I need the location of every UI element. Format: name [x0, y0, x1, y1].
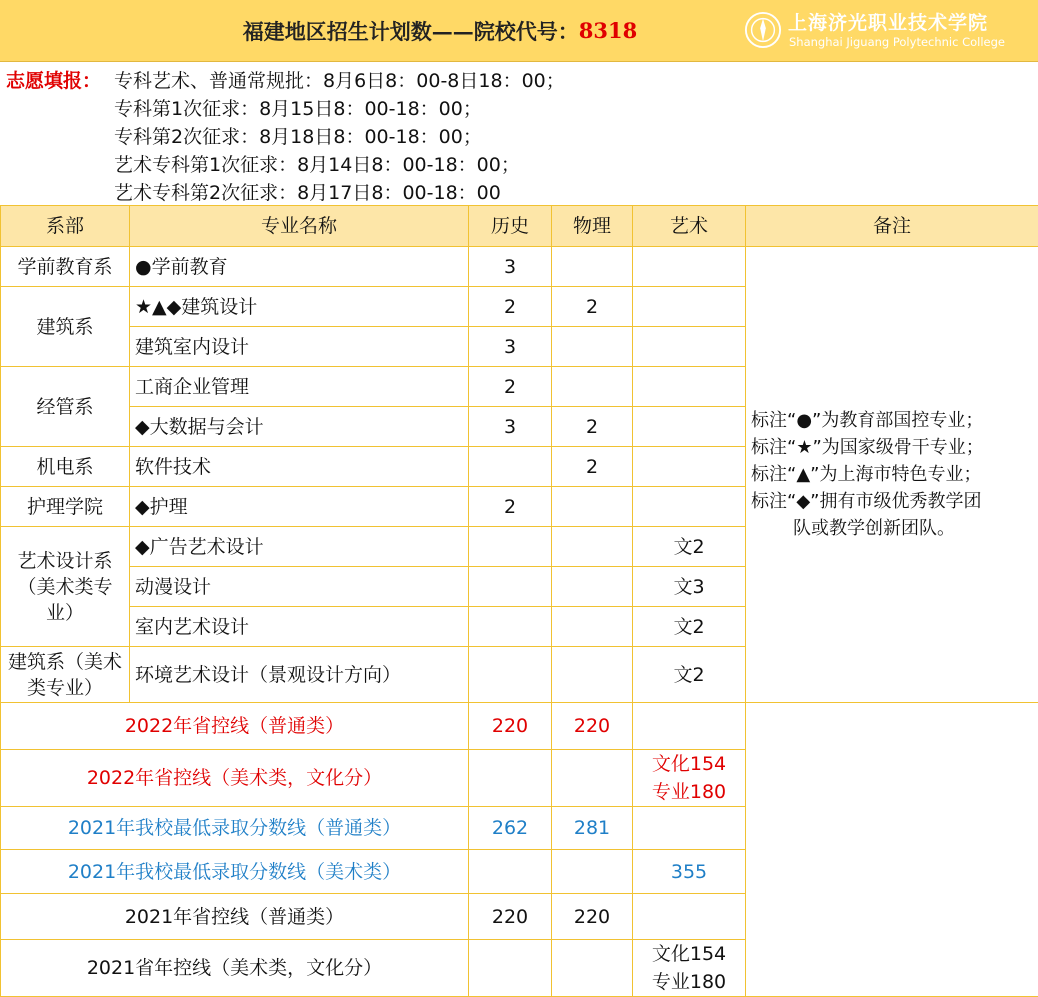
notice-line: 艺术专科第2次征求：8月17日8：00-18：00 [114, 178, 501, 205]
remark-line: 标注“▲”为上海市特色专业； [751, 461, 1038, 488]
summary-physics [552, 850, 633, 894]
summary-art [633, 850, 746, 894]
summary-history [469, 850, 552, 894]
summary-art-culture: 文化154 [633, 750, 745, 778]
history-cell: 3 [469, 327, 552, 367]
remarks-cell [746, 247, 1038, 703]
school-name-en: Shanghai Jiguang Polytechnic College [789, 35, 1005, 49]
major-cell: ◆大数据与会计 [130, 407, 469, 447]
major-cell: 工商企业管理 [130, 367, 469, 407]
enrollment-table [0, 205, 1038, 997]
notice-line: 专科艺术、普通常规批：8月6日8：00-8日18：00； [114, 66, 565, 93]
major-cell: 建筑室内设计 [130, 327, 469, 367]
major-cell: ◆护理 [130, 487, 469, 527]
art-cell [633, 247, 746, 287]
history-cell [469, 527, 552, 567]
art-cell: 文3 [633, 567, 746, 607]
header-banner [0, 0, 1038, 62]
remark-line: 队或教学创新团队。 [751, 515, 1038, 542]
summary-art [633, 940, 746, 997]
school-code: 8318 [579, 18, 637, 43]
physics-cell: 2 [552, 407, 633, 447]
art-cell: 文2 [633, 607, 746, 647]
summary-art-culture: 355 [633, 858, 745, 886]
school-name-cn: 上海济光职业技术学院 [788, 8, 988, 35]
physics-cell [552, 607, 633, 647]
history-cell: 2 [469, 367, 552, 407]
remark-line: 标注“●”为教育部国控专业； [751, 407, 1038, 434]
history-cell: 3 [469, 247, 552, 287]
history-cell [469, 567, 552, 607]
col-header-physics: 物理 [552, 206, 633, 247]
physics-cell [552, 367, 633, 407]
dept-cell: 建筑系 [1, 287, 130, 367]
art-cell [633, 447, 746, 487]
summary-label: 2022年省控线（普通类） [1, 703, 469, 750]
application-notice [0, 62, 1038, 204]
major-cell: ●学前教育 [130, 247, 469, 287]
col-header-remarks: 备注 [746, 206, 1038, 247]
summary-label: 2021年我校最低录取分数线（美术类） [1, 850, 469, 894]
title-text: 福建地区招生计划数——院校代号： [243, 16, 579, 46]
notice-line: 艺术专科第1次征求：8月14日8：00-18：00； [114, 150, 520, 177]
art-cell [633, 487, 746, 527]
notice-line: 专科第2次征求：8月18日8：00-18：00； [114, 122, 482, 149]
summary-art [633, 807, 746, 850]
summary-label: 2022年省控线（美术类，文化分） [1, 750, 469, 807]
dept-cell: 建筑系（美术类专业） [1, 647, 130, 703]
dept-cell: 护理学院 [1, 487, 130, 527]
col-header-dept: 系部 [1, 206, 130, 247]
physics-cell: 2 [552, 447, 633, 487]
history-cell: 3 [469, 407, 552, 447]
summary-physics [552, 940, 633, 997]
major-cell: 环境艺术设计（景观设计方向） [130, 647, 469, 703]
art-cell [633, 327, 746, 367]
summary-history [469, 750, 552, 807]
history-cell [469, 447, 552, 487]
remarks-continued [746, 703, 1038, 997]
major-cell: 软件技术 [130, 447, 469, 487]
summary-label: 2021年省控线（普通类） [1, 894, 469, 940]
art-cell: 文2 [633, 647, 746, 703]
summary-physics: 281 [552, 807, 633, 850]
dept-cell: 艺术设计系（美术类专业） [1, 527, 130, 647]
table-row [1, 247, 1038, 287]
history-cell [469, 607, 552, 647]
physics-cell [552, 567, 633, 607]
summary-art [633, 750, 746, 807]
physics-cell [552, 247, 633, 287]
remark-line: 标注“★”为国家级骨干专业； [751, 434, 1038, 461]
dept-cell: 经管系 [1, 367, 130, 447]
col-header-art: 艺术 [633, 206, 746, 247]
summary-label: 2021省年控线（美术类，文化分） [1, 940, 469, 997]
history-cell: 2 [469, 487, 552, 527]
summary-history: 220 [469, 703, 552, 750]
major-cell: ★▲◆建筑设计 [130, 287, 469, 327]
notice-line: 专科第1次征求：8月15日8：00-18：00； [114, 94, 482, 121]
school-logo [744, 8, 1034, 54]
physics-cell [552, 527, 633, 567]
summary-physics: 220 [552, 894, 633, 940]
summary-history: 220 [469, 894, 552, 940]
summary-art-culture: 文化154 [633, 940, 745, 968]
art-cell: 文2 [633, 527, 746, 567]
summary-art [633, 894, 746, 940]
summary-row [1, 703, 1038, 750]
table-header-row [1, 206, 1038, 247]
school-emblem-icon [744, 11, 782, 49]
summary-art-major: 专业180 [633, 968, 745, 996]
physics-cell: 2 [552, 287, 633, 327]
dept-cell: 学前教育系 [1, 247, 130, 287]
summary-art-major: 专业180 [633, 778, 745, 806]
dept-cell: 机电系 [1, 447, 130, 487]
physics-cell [552, 487, 633, 527]
notice-label: 志愿填报： [6, 66, 101, 93]
major-cell: 动漫设计 [130, 567, 469, 607]
history-cell: 2 [469, 287, 552, 327]
physics-cell [552, 647, 633, 703]
physics-cell [552, 327, 633, 367]
summary-history: 262 [469, 807, 552, 850]
summary-history [469, 940, 552, 997]
major-cell: ◆广告艺术设计 [130, 527, 469, 567]
remark-line: 标注“◆”拥有市级优秀教学团 [751, 488, 1038, 515]
col-header-major: 专业名称 [130, 206, 469, 247]
art-cell [633, 287, 746, 327]
art-cell [633, 367, 746, 407]
summary-physics: 220 [552, 703, 633, 750]
col-header-history: 历史 [469, 206, 552, 247]
summary-physics [552, 750, 633, 807]
art-cell [633, 407, 746, 447]
summary-label: 2021年我校最低录取分数线（普通类） [1, 807, 469, 850]
history-cell [469, 647, 552, 703]
summary-art [633, 703, 746, 750]
major-cell: 室内艺术设计 [130, 607, 469, 647]
